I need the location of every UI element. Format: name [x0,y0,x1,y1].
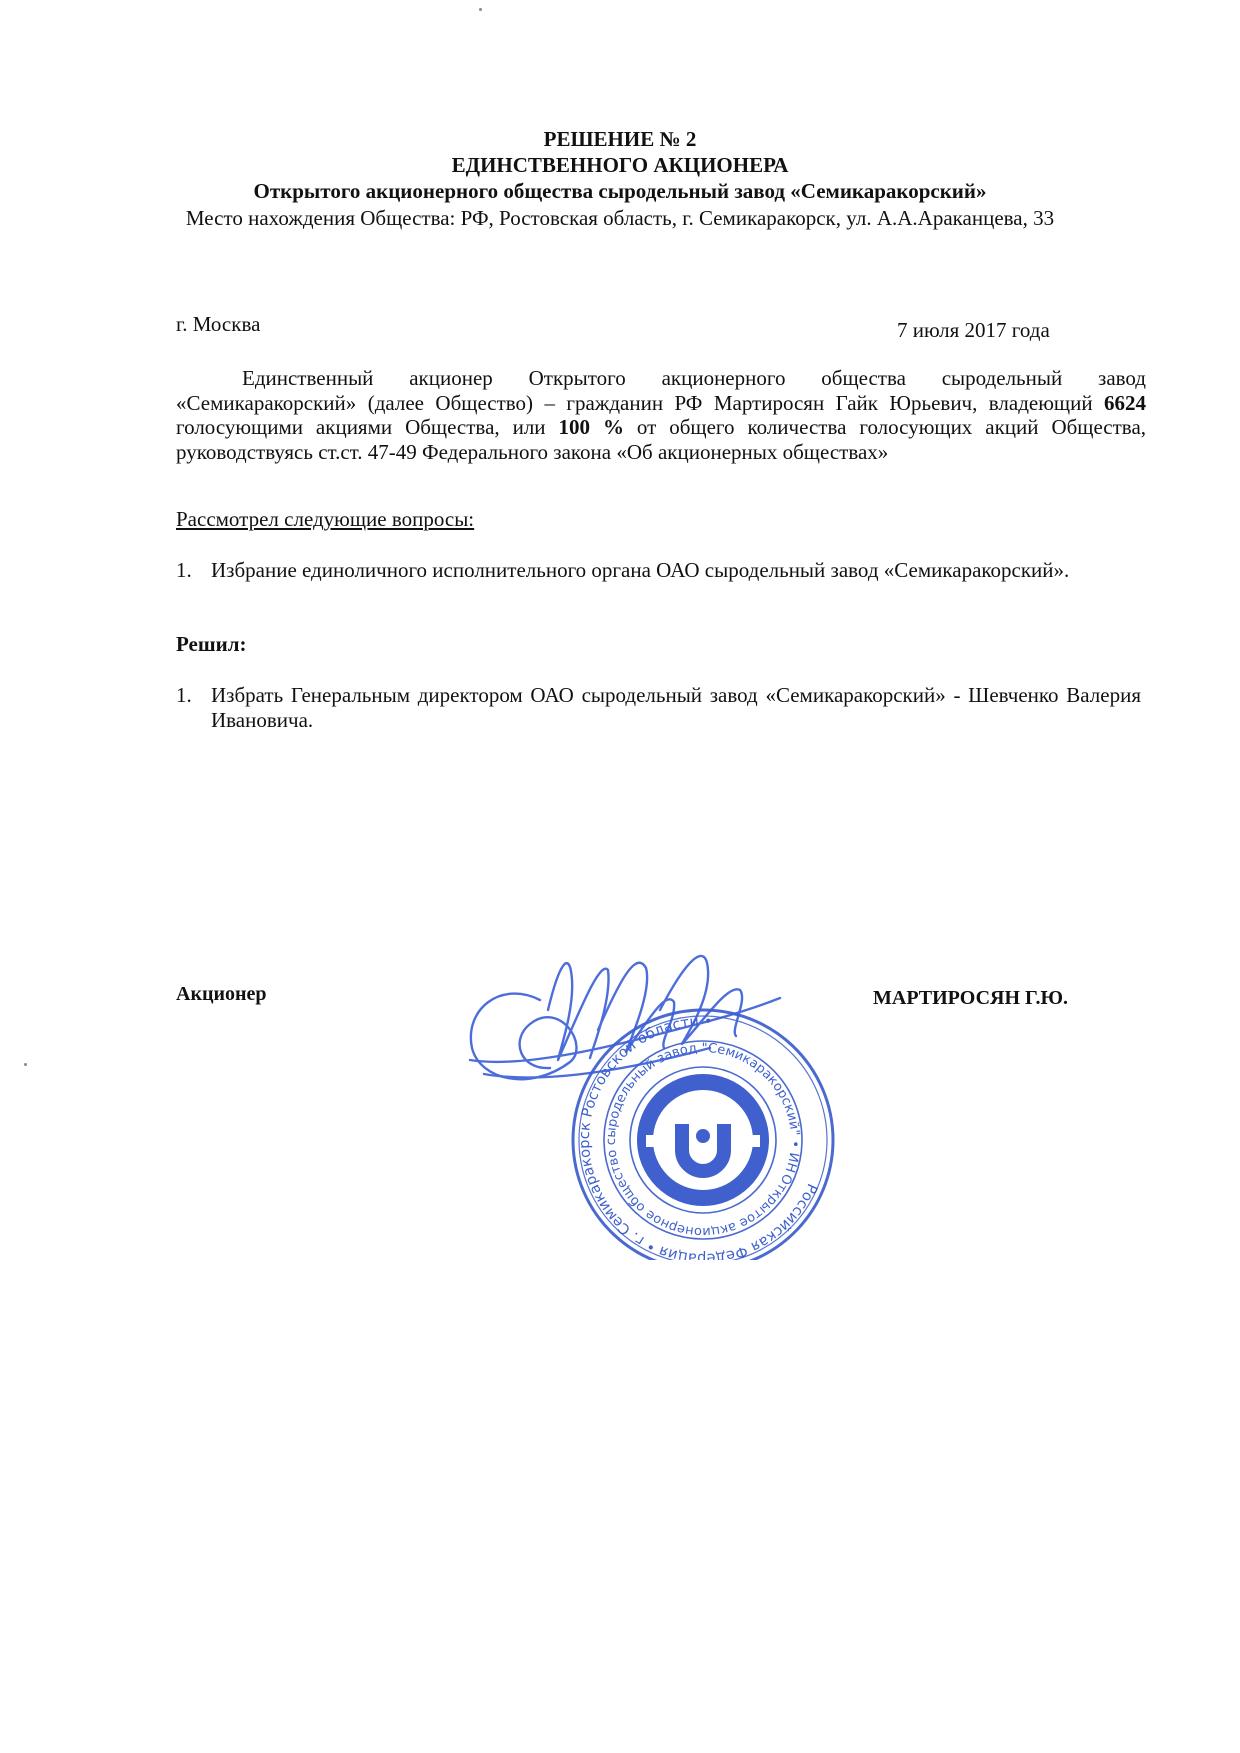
stamp-and-signature [460,940,880,1260]
intro-text-3: от общего количества голосующих акций Общества, руководствуясь ст.ст. 47-49 Федерального закона «Об акционерных обществах» [176,415,1147,464]
city: г. Москва [176,312,261,336]
document-title: РЕШЕНИЕ № 2 [543,127,697,151]
question-number: 1. [176,558,192,582]
stamp-svg [460,940,880,1260]
question-text: Избрание единоличного исполнительного органа ОАО сыродельный завод «Семикаракорский». [211,558,1070,582]
intro-paragraph [176,366,1146,464]
scan-speck [24,1063,27,1066]
seal-outer-text: Российская Федерация • г. Семикаракорск Ростовской области • [576,1013,820,1260]
shares-count: 6624 [1104,390,1146,415]
signatory-role: Акционер [176,983,267,1005]
company-seal [503,971,880,1260]
question-item [176,558,1146,583]
shares-percent: 100 % [558,415,624,440]
questions-heading: Рассмотрел следующие вопросы: [176,507,475,531]
document-subtitle: ЕДИНСТВЕННОГО АКЦИОНЕРА [451,153,789,177]
company-name: Открытого акционерного общества сыродельный завод «Семикаракорский» [253,179,987,203]
decision-item [176,683,1146,732]
scan-speck [479,8,482,11]
intro-text-1: Единственный акционер Открытого акционерного общества сыродельный завод «Семикаракорский» (далее Общество) – гражданин РФ Мартиросян Гайк Юрьевич, владеющий [176,366,1146,415]
signatory-name: МАРТИРОСЯН Г.Ю. [873,987,1069,1009]
intro-text-2: голосующими акциями Общества, или [176,415,559,440]
document-date: 7 июля 2017 года [897,318,1050,342]
decision-heading: Решил: [176,632,247,656]
seal-inner-text: Открытое акционерное общество сыродельный завод "Семикаракорский" • ИНН [603,1040,803,1240]
company-location: Место нахождения Общества: РФ, Ростовская область, г. Семикаракорск, ул. А.А.Араканцева, 33 [185,206,1055,230]
seal-emblem [645,1082,761,1198]
decision-text: Избрать Генеральным директором ОАО сыродельный завод «Семикаракорский» - Шевченко Валерия Ивановича. [211,683,1141,732]
decision-number: 1. [176,683,192,707]
